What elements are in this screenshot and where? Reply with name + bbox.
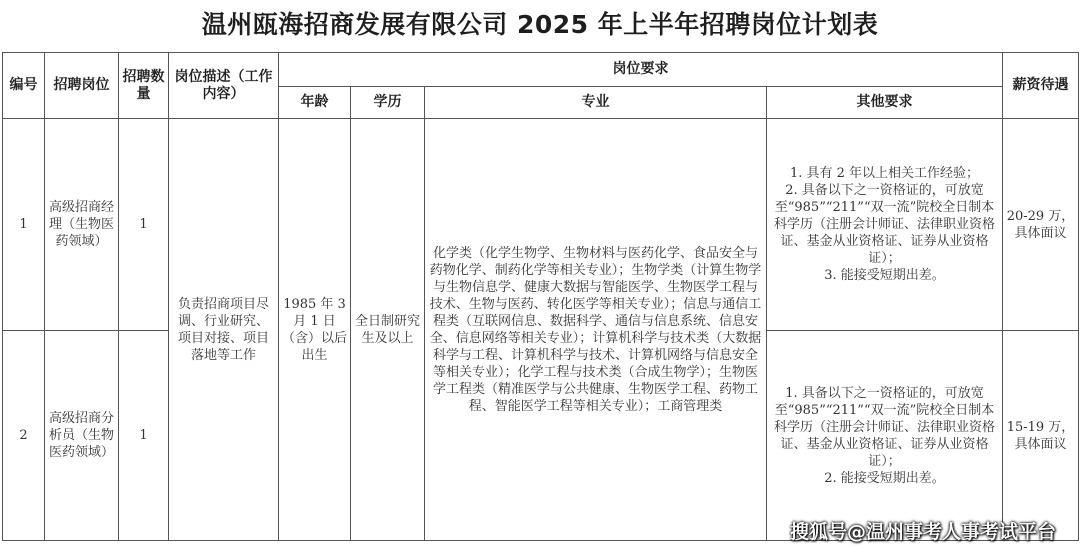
requirement-item: 2. 能接受短期出差。	[824, 470, 945, 486]
other-requirements	[767, 119, 1003, 331]
header-salary: 薪资待遇	[1003, 53, 1079, 119]
header-row-1	[3, 53, 1079, 87]
watermark: 搜狐号@温州事考人事考试平台	[789, 521, 1056, 543]
row-salary: 15-19 万，具体面议	[1003, 331, 1079, 541]
header-education: 学历	[351, 87, 425, 119]
header-major: 专业	[425, 87, 767, 119]
header-description: 岗位描述（工作内容）	[169, 53, 279, 119]
requirement-item: 3. 能接受短期出差。	[824, 268, 945, 283]
other-requirements	[767, 331, 1003, 541]
major-requirement: 化学类（化学生物学、生物材料与医药化学、食品安全与药物化学、制药化学等相关专业）；生物学类（计算生物学与生物信息学、健康大数据与智能医学、生物医学工程与技术、生物与医药、转化医学等相关专业）；信息与通信工程类（互联网信息、数据科学、通信与信息系统、信息安全、信息网络等相关专业）；计算机科学与技术类（大数据科学与工程、计算机科学与技术、计算机网络与信息安全等相关专业）；化学工程与技术类（合成生物学）；生物医学工程类（精准医学与公共健康、生物医学工程、药物工程、智能医学工程等相关专业）；工商管理类	[425, 119, 767, 541]
page-title: 温州瓯海招商发展有限公司 2025 年上半年招聘岗位计划表	[201, 10, 879, 39]
row-count: 1	[119, 331, 169, 541]
header-no: 编号	[3, 53, 45, 119]
age-requirement: 1985 年 3 月 1 日（含）以后出生	[279, 119, 351, 541]
row-salary: 20-29 万，具体面议	[1003, 119, 1079, 331]
row-no: 1	[3, 119, 45, 331]
row-count: 1	[119, 119, 169, 331]
header-count: 招聘数量	[119, 53, 169, 119]
job-description: 负责招商项目尽调、行业研究、项目对接、项目落地等工作	[169, 119, 279, 541]
education-requirement: 全日制研究生及以上	[351, 119, 425, 541]
requirement-item: 2. 具备以下之一资格证的，可放宽至“985”“211”“双一流”院校全日制本科学历（注册会计师证、法律职业资格证、基金从业资格证、证券从业资格证）；	[773, 183, 995, 266]
header-other: 其他要求	[767, 87, 1003, 119]
table-row	[3, 119, 1079, 331]
row-no: 2	[3, 331, 45, 541]
requirement-item: 1. 具有 2 年以上相关工作经验；	[789, 166, 980, 181]
header-age: 年龄	[279, 87, 351, 119]
recruitment-plan-table	[2, 52, 1079, 541]
header-position: 招聘岗位	[45, 53, 119, 119]
header-requirements: 岗位要求	[279, 53, 1003, 87]
row-position: 高级招商经理（生物医药领域）	[45, 119, 119, 331]
requirement-item: 1. 具备以下之一资格证的，可放宽至“985”“211”“双一流”院校全日制本科学历（注册会计师证、法律职业资格证、基金从业资格证、证券从业资格证）；	[773, 385, 995, 469]
row-position: 高级招商分析员（生物医药领域）	[45, 331, 119, 541]
